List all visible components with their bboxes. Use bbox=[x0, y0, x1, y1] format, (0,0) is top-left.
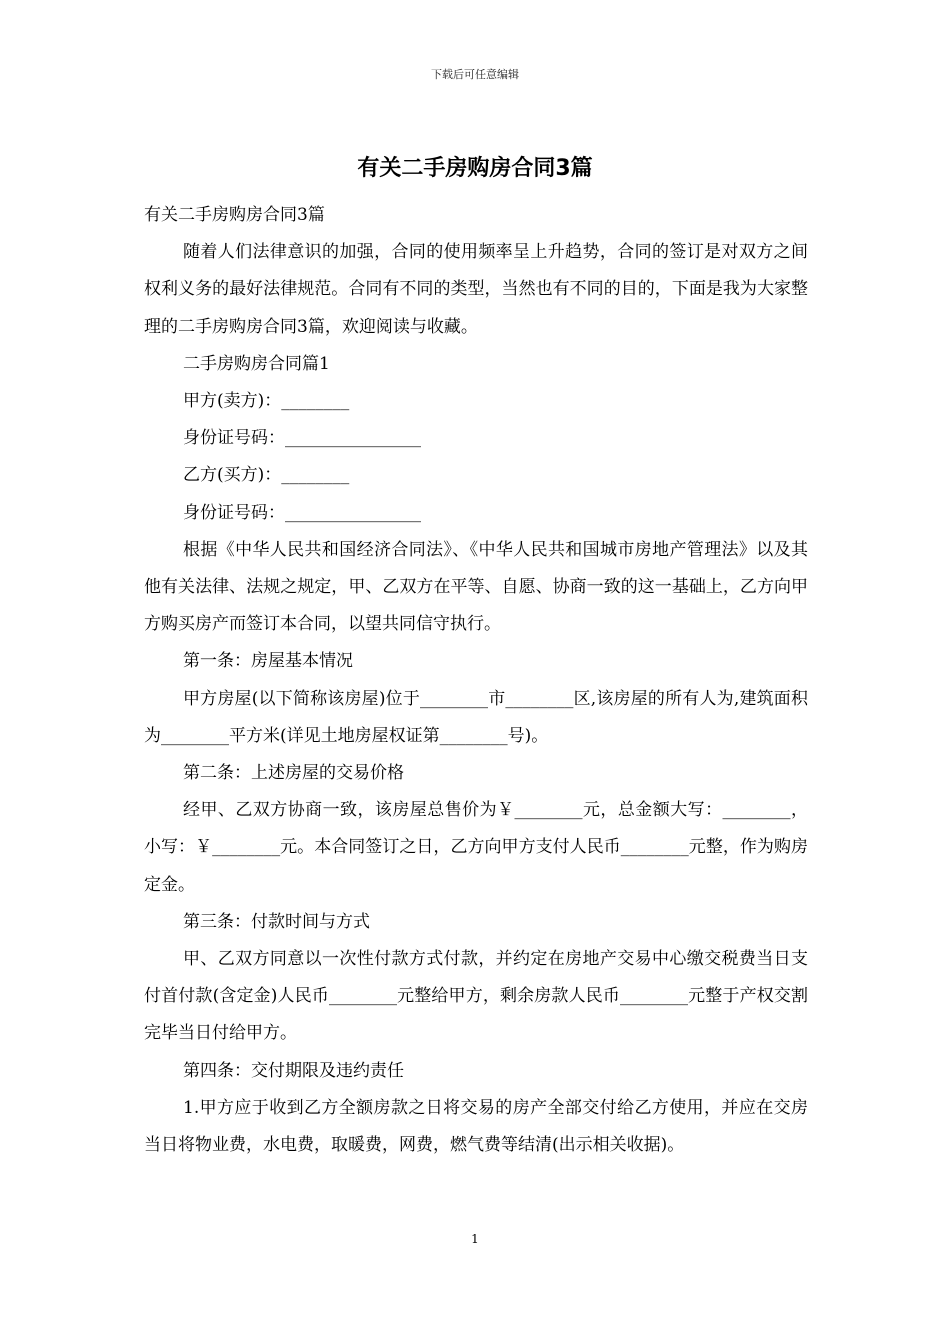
party-b-line: 乙方(买方)：________ bbox=[183, 465, 350, 486]
intro-paragraph: 随着人们法律意识的加强，合同的使用频率呈上升趋势，合同的签订是对双方之间权利义务的最好法律规范。合同有不同的类型，当然也有不同的目的，下面是我为大家整理的二手房购房合同3篇，欢迎阅读与收藏。 bbox=[144, 242, 808, 337]
article-paragraph: 经甲、乙双方协商一致，该房屋总售价为￥________元，总金额大写：________，小写：￥________元。本合同签订之日，乙方向甲方支付人民币________元整，作为购房定金。 bbox=[144, 800, 808, 895]
subtitle-line: 有关二手房购房合同3篇 bbox=[144, 205, 325, 225]
section-heading: 二手房购房合同篇1 bbox=[183, 353, 330, 374]
article-heading: 第三条：付款时间与方式 bbox=[183, 911, 370, 932]
party-b-id-line: 身份证号码：________________ bbox=[183, 502, 421, 523]
party-a-id-line: 身份证号码：________________ bbox=[183, 428, 421, 449]
page-header: 下载后可任意编辑 bbox=[431, 68, 519, 81]
article-paragraph: 甲、乙双方同意以一次性付款方式付款，并约定在房地产交易中心缴交税费当日支付首付款(含定金)人民币________元整给甲方，剩余房款人民币________元整于产权交割完毕当日付给甲方。 bbox=[144, 949, 808, 1044]
legal-basis-paragraph: 根据《中华人民共和国经济合同法》、《中华人民共和国城市房地产管理法》以及其他有关法律、法规之规定，甲、乙双方在平等、自愿、协商一致的这一基础上，乙方向甲方购买房产而签订本合同，以望共同信守执行。 bbox=[144, 539, 808, 635]
document-body bbox=[144, 197, 808, 1164]
document-title: 有关二手房购房合同3篇 bbox=[357, 156, 593, 181]
article-heading: 第一条：房屋基本情况 bbox=[183, 651, 353, 672]
article-paragraph: 1.甲方应于收到乙方全额房款之日将交易的房产全部交付给乙方使用，并应在交房当日将物业费，水电费，取暖费，网费，燃气费等结清(出示相关收据)。 bbox=[144, 1097, 808, 1156]
article-paragraph: 甲方房屋(以下简称该房屋)位于________市________区,该房屋的所有人为,建筑面积为________平方米(详见土地房屋权证第________号)。 bbox=[144, 688, 808, 746]
article-heading: 第四条：交付期限及违约责任 bbox=[183, 1060, 404, 1081]
page-number: 1 bbox=[471, 1232, 479, 1246]
article-heading: 第二条：上述房屋的交易价格 bbox=[183, 763, 404, 784]
party-a-line: 甲方(卖方)：________ bbox=[183, 391, 350, 412]
